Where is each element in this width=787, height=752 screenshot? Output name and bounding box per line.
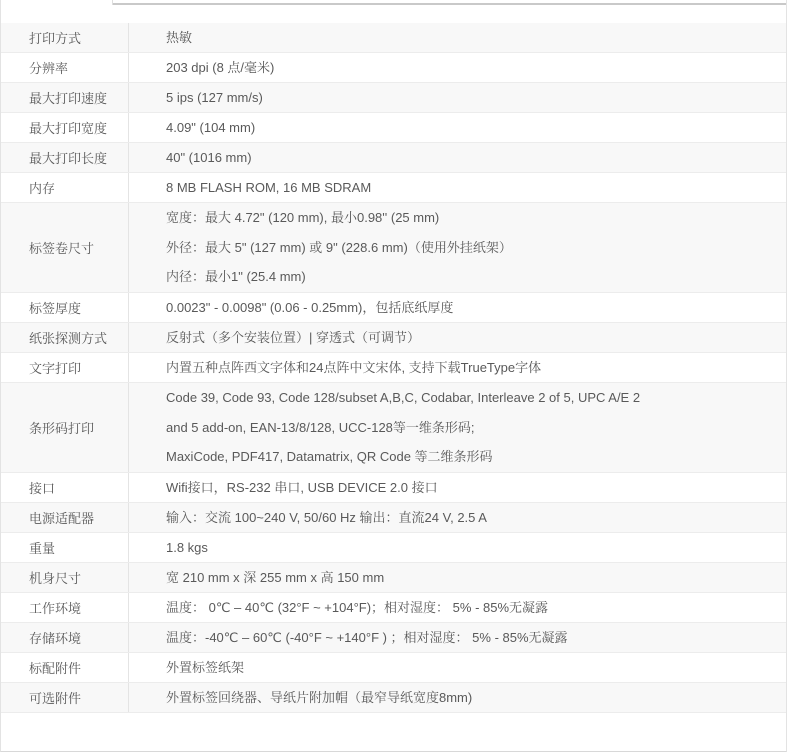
spec-label: 标签厚度 — [1, 293, 129, 322]
spec-value-line: 4.09" (104 mm) — [166, 120, 256, 135]
spec-value-line: 宽 210 mm x 深 255 mm x 高 150 mm — [166, 570, 385, 585]
spec-row — [1, 203, 786, 293]
spec-label: 纸张探测方式 — [1, 323, 129, 352]
spec-value-line: 内置五种点阵西文字体和24点阵中文宋体, 支持下载TrueType字体 — [166, 360, 542, 375]
tab-gap — [1, 5, 786, 23]
tab-bar — [1, 0, 786, 5]
spec-value-line: Code 39, Code 93, Code 128/subset A,B,C, Codabar, Interleave 2 of 5, UPC A/E 2 — [166, 390, 641, 405]
spec-value-line: 1.8 kgs — [166, 540, 208, 555]
spec-row — [1, 383, 786, 473]
spec-label: 最大打印宽度 — [1, 113, 129, 142]
spec-row — [1, 563, 786, 593]
spec-row — [1, 83, 786, 113]
spec-value — [129, 383, 786, 472]
spec-label: 机身尺寸 — [1, 563, 129, 592]
spec-value — [129, 533, 786, 562]
spec-value — [129, 473, 786, 502]
spec-value — [129, 593, 786, 622]
spec-label: 文字打印 — [1, 353, 129, 382]
spec-value-line: 0.0023" - 0.0098" (0.06 - 0.25mm)，包括底纸厚度 — [166, 300, 454, 315]
spec-row — [1, 683, 786, 713]
spec-value — [129, 323, 786, 352]
spec-value-line: MaxiCode, PDF417, Datamatrix, QR Code 等二维条形码 — [166, 449, 493, 465]
spec-value — [129, 563, 786, 592]
spec-value-line: 外置标签纸架 — [166, 660, 245, 675]
spec-value-line: 5 ips (127 mm/s) — [166, 90, 263, 105]
spec-value-line: 203 dpi (8 点/毫米) — [166, 60, 275, 75]
spec-row — [1, 623, 786, 653]
spec-value-line: 热敏 — [166, 30, 193, 45]
spec-value-line: 8 MB FLASH ROM, 16 MB SDRAM — [166, 180, 372, 195]
spec-label: 可选附件 — [1, 683, 129, 712]
spec-label: 最大打印长度 — [1, 143, 129, 172]
spec-row — [1, 173, 786, 203]
spec-label: 标配附件 — [1, 653, 129, 682]
spec-row — [1, 293, 786, 323]
spec-row — [1, 113, 786, 143]
spec-value-line: and 5 add-on, EAN-13/8/128, UCC-128等一维条形码; — [166, 419, 475, 435]
spec-value-line: 内径：最小1" (25.4 mm) — [166, 269, 306, 285]
spec-value-line: 反射式（多个安装位置）| 穿透式（可调节） — [166, 330, 420, 345]
spec-value — [129, 503, 786, 532]
spec-label: 内存 — [1, 173, 129, 202]
spec-value-line: Wifi接口，RS-232 串口, USB DEVICE 2.0 接口 — [166, 480, 438, 495]
spec-value — [129, 203, 786, 292]
spec-value-line: 宽度：最大 4.72" (120 mm), 最小0.98'' (25 mm) — [166, 210, 440, 225]
spec-value — [129, 83, 786, 112]
spec-label: 分辨率 — [1, 53, 129, 82]
tab-bar-rule — [113, 0, 786, 5]
spec-row — [1, 353, 786, 383]
spec-value-line: 温度：-40℃ – 60℃ (-40°F ~ +140°F ) ；相对湿度： 5% - 85%无凝露 — [166, 630, 568, 645]
spec-row — [1, 23, 786, 53]
spec-row — [1, 503, 786, 533]
spec-row — [1, 533, 786, 563]
spec-row — [1, 323, 786, 353]
spec-value-line: 40" (1016 mm) — [166, 150, 252, 165]
spec-value — [129, 653, 786, 682]
spec-label: 打印方式 — [1, 23, 129, 52]
spec-value — [129, 683, 786, 712]
spec-label: 标签卷尺寸 — [1, 203, 129, 292]
spec-row — [1, 53, 786, 83]
spec-value-line: 温度： 0℃ – 40℃ (32°F ~ +104°F)；相对湿度： 5% - 85%无凝露 — [166, 600, 549, 615]
spec-value — [129, 53, 786, 82]
spec-row — [1, 593, 786, 623]
spec-label: 存储环境 — [1, 623, 129, 652]
spec-value — [129, 293, 786, 322]
spec-table — [1, 23, 786, 713]
spec-value — [129, 353, 786, 382]
active-tab-notch[interactable] — [1, 0, 113, 5]
spec-value-line: 输入：交流 100~240 V, 50/60 Hz 输出：直流24 V, 2.5 A — [166, 510, 487, 525]
spec-value — [129, 23, 786, 52]
spec-label: 接口 — [1, 473, 129, 502]
spec-label: 最大打印速度 — [1, 83, 129, 112]
spec-value-line: 外径：最大 5" (127 mm) 或 9" (228.6 mm)（使用外挂纸架） — [166, 239, 512, 255]
spec-row — [1, 473, 786, 503]
spec-value — [129, 623, 786, 652]
spec-row — [1, 143, 786, 173]
spec-label: 电源适配器 — [1, 503, 129, 532]
spec-label: 工作环境 — [1, 593, 129, 622]
spec-label: 条形码打印 — [1, 383, 129, 472]
spec-label: 重量 — [1, 533, 129, 562]
spec-row — [1, 653, 786, 683]
spec-value — [129, 113, 786, 142]
spec-value — [129, 173, 786, 202]
spec-value — [129, 143, 786, 172]
spec-value-line: 外置标签回绕器、导纸片附加帽（最窄导纸宽度8mm) — [166, 690, 473, 705]
